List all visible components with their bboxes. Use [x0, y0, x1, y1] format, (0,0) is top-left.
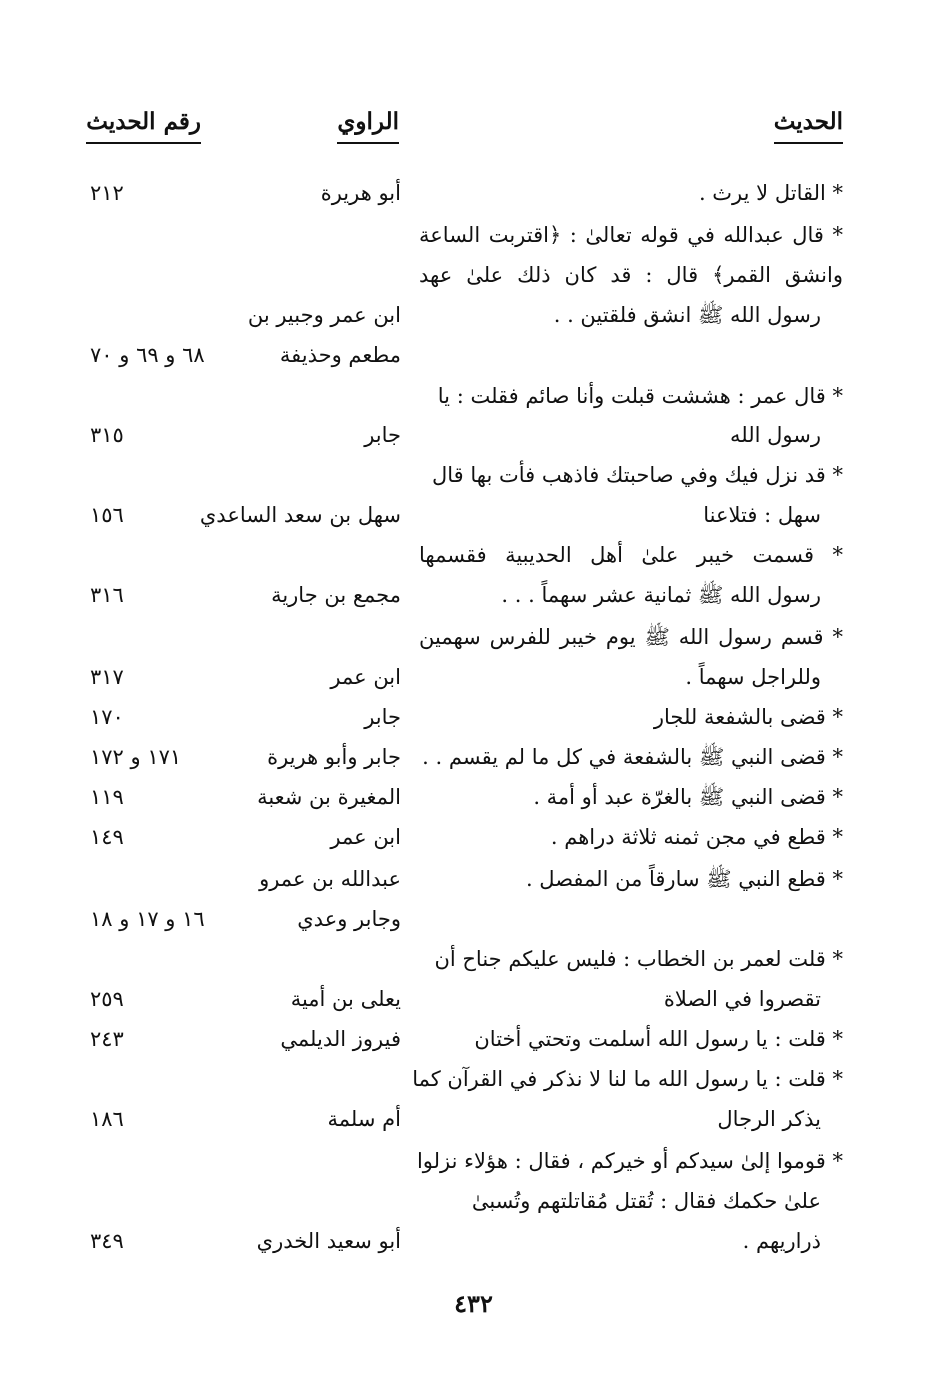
- hadith-line: وللراجل سهماً .: [685, 665, 821, 689]
- hadith-line: تقصروا في الصلاة: [663, 987, 821, 1011]
- hadith-number: ١٧٠: [90, 705, 124, 729]
- hadith-number: ١٥٦: [90, 503, 124, 527]
- hadith-line: سهل : فتلاعنا: [703, 503, 821, 527]
- rawi-line: جابر: [364, 423, 401, 447]
- hadith-number: ٣١٧: [90, 665, 124, 689]
- rawi-line: المغيرة بن شعبة: [257, 785, 401, 809]
- rawi-line: مطعم وحذيفة: [279, 343, 401, 367]
- hadith-number: ١٨٦: [90, 1107, 124, 1131]
- hadith-line: * قطع النبي ﷺ سارقاً من المفصل .: [525, 867, 843, 891]
- hadith-line: * قسم رسول الله ﷺ يوم خيبر للفرس سهمين: [419, 625, 843, 649]
- hadith-line: علىٰ حكمك فقال : تُقتل مُقاتلتهم وتُسبىٰ: [471, 1189, 821, 1213]
- hadith-line: يذكر الرجال: [717, 1107, 821, 1131]
- hadith-line: * قلت لعمر بن الخطاب : فليس عليكم جناح أن: [434, 947, 843, 971]
- hadith-line: ذراريهم .: [742, 1229, 821, 1253]
- rawi-line: عبدالله بن عمرو: [259, 867, 401, 891]
- hadith-line: * قال عبدالله في قوله تعالىٰ : ﴿اقتربت الساعة: [419, 223, 843, 247]
- rawi-line: أبو سعيد الخدري: [256, 1229, 401, 1253]
- hadith-number: ١١٩: [90, 785, 124, 809]
- rawi-line: جابر: [364, 705, 401, 729]
- hadith-line: رسول الله ﷺ انشق فلقتين . .: [553, 303, 821, 327]
- hadith-number: ٣١٥: [90, 423, 124, 447]
- hadith-number: ٣٤٩: [90, 1229, 124, 1253]
- hadith-line: رسول الله: [730, 423, 821, 447]
- rawi-line: أبو هريرة: [320, 181, 401, 205]
- rawi-line: ابن عمر: [330, 665, 401, 689]
- rawi-line: ابن عمر: [330, 825, 401, 849]
- hadith-line: * القاتل لا يرث .: [698, 181, 843, 205]
- rawi-line: يعلى بن أمية: [290, 987, 401, 1011]
- hadith-line: * قسمت خيبر علىٰ أهل الحديبية فقسمها: [419, 543, 843, 567]
- hadith-number: ١٧١ و ١٧٢: [90, 745, 182, 769]
- hadith-line: * قضى النبي ﷺ بالشفعة في كل ما لم يقسم . .: [422, 745, 843, 769]
- hadith-line: * قضى النبي ﷺ بالغرّة عبد أو أمة .: [533, 785, 843, 809]
- hadith-line: * قضى بالشفعة للجار: [653, 705, 843, 729]
- page-number: ٤٣٢: [454, 1289, 493, 1318]
- header-rawi: الراوي: [337, 104, 399, 144]
- hadith-line: * قلت : يا رسول الله أسلمت وتحتي أختان: [474, 1027, 843, 1051]
- hadith-number: ٦٨ و ٦٩ و ٧٠: [90, 343, 205, 367]
- rawi-line: وجابر وعدي: [297, 907, 401, 931]
- rawi-line: فيروز الديلمي: [280, 1027, 401, 1051]
- rawi-line: مجمع بن جارية: [271, 583, 401, 607]
- rawi-line: جابر وأبو هريرة: [267, 745, 401, 769]
- hadith-number: ١٤٩: [90, 825, 124, 849]
- hadith-line: * قلت : يا رسول الله ما لنا لا نذكر في القرآن كما: [412, 1067, 843, 1091]
- hadith-line: وانشق القمر﴾ قال : قد كان ذلك علىٰ عهد: [419, 263, 843, 287]
- hadith-line: * قال عمر : هششت قبلت وأنا صائم فقلت : يا: [437, 384, 843, 408]
- rawi-line: أم سلمة: [327, 1107, 401, 1131]
- hadith-line: * قطع في مجن ثمنه ثلاثة دراهم .: [550, 825, 843, 849]
- hadith-number: ٢٥٩: [90, 987, 124, 1011]
- header-number: رقم الحديث: [86, 104, 201, 144]
- hadith-line: رسول الله ﷺ ثمانية عشر سهماً . . .: [501, 583, 821, 607]
- rawi-line: ابن عمر وجبير بن: [247, 303, 401, 327]
- header-hadith: الحديث: [774, 104, 843, 144]
- hadith-number: ٢١٢: [90, 181, 124, 205]
- hadith-number: ٢٤٣: [90, 1027, 124, 1051]
- hadith-line: * قد نزل فيك وفي صاحبتك فاذهب فأت بها قال: [432, 463, 843, 487]
- rawi-line: سهل بن سعد الساعدي: [199, 503, 401, 527]
- hadith-line: * قوموا إلىٰ سيدكم أو خيركم ، فقال : هؤلاء نزلوا: [416, 1149, 843, 1173]
- hadith-number: ١٦ و ١٧ و ١٨: [90, 907, 205, 931]
- hadith-number: ٣١٦: [90, 583, 124, 607]
